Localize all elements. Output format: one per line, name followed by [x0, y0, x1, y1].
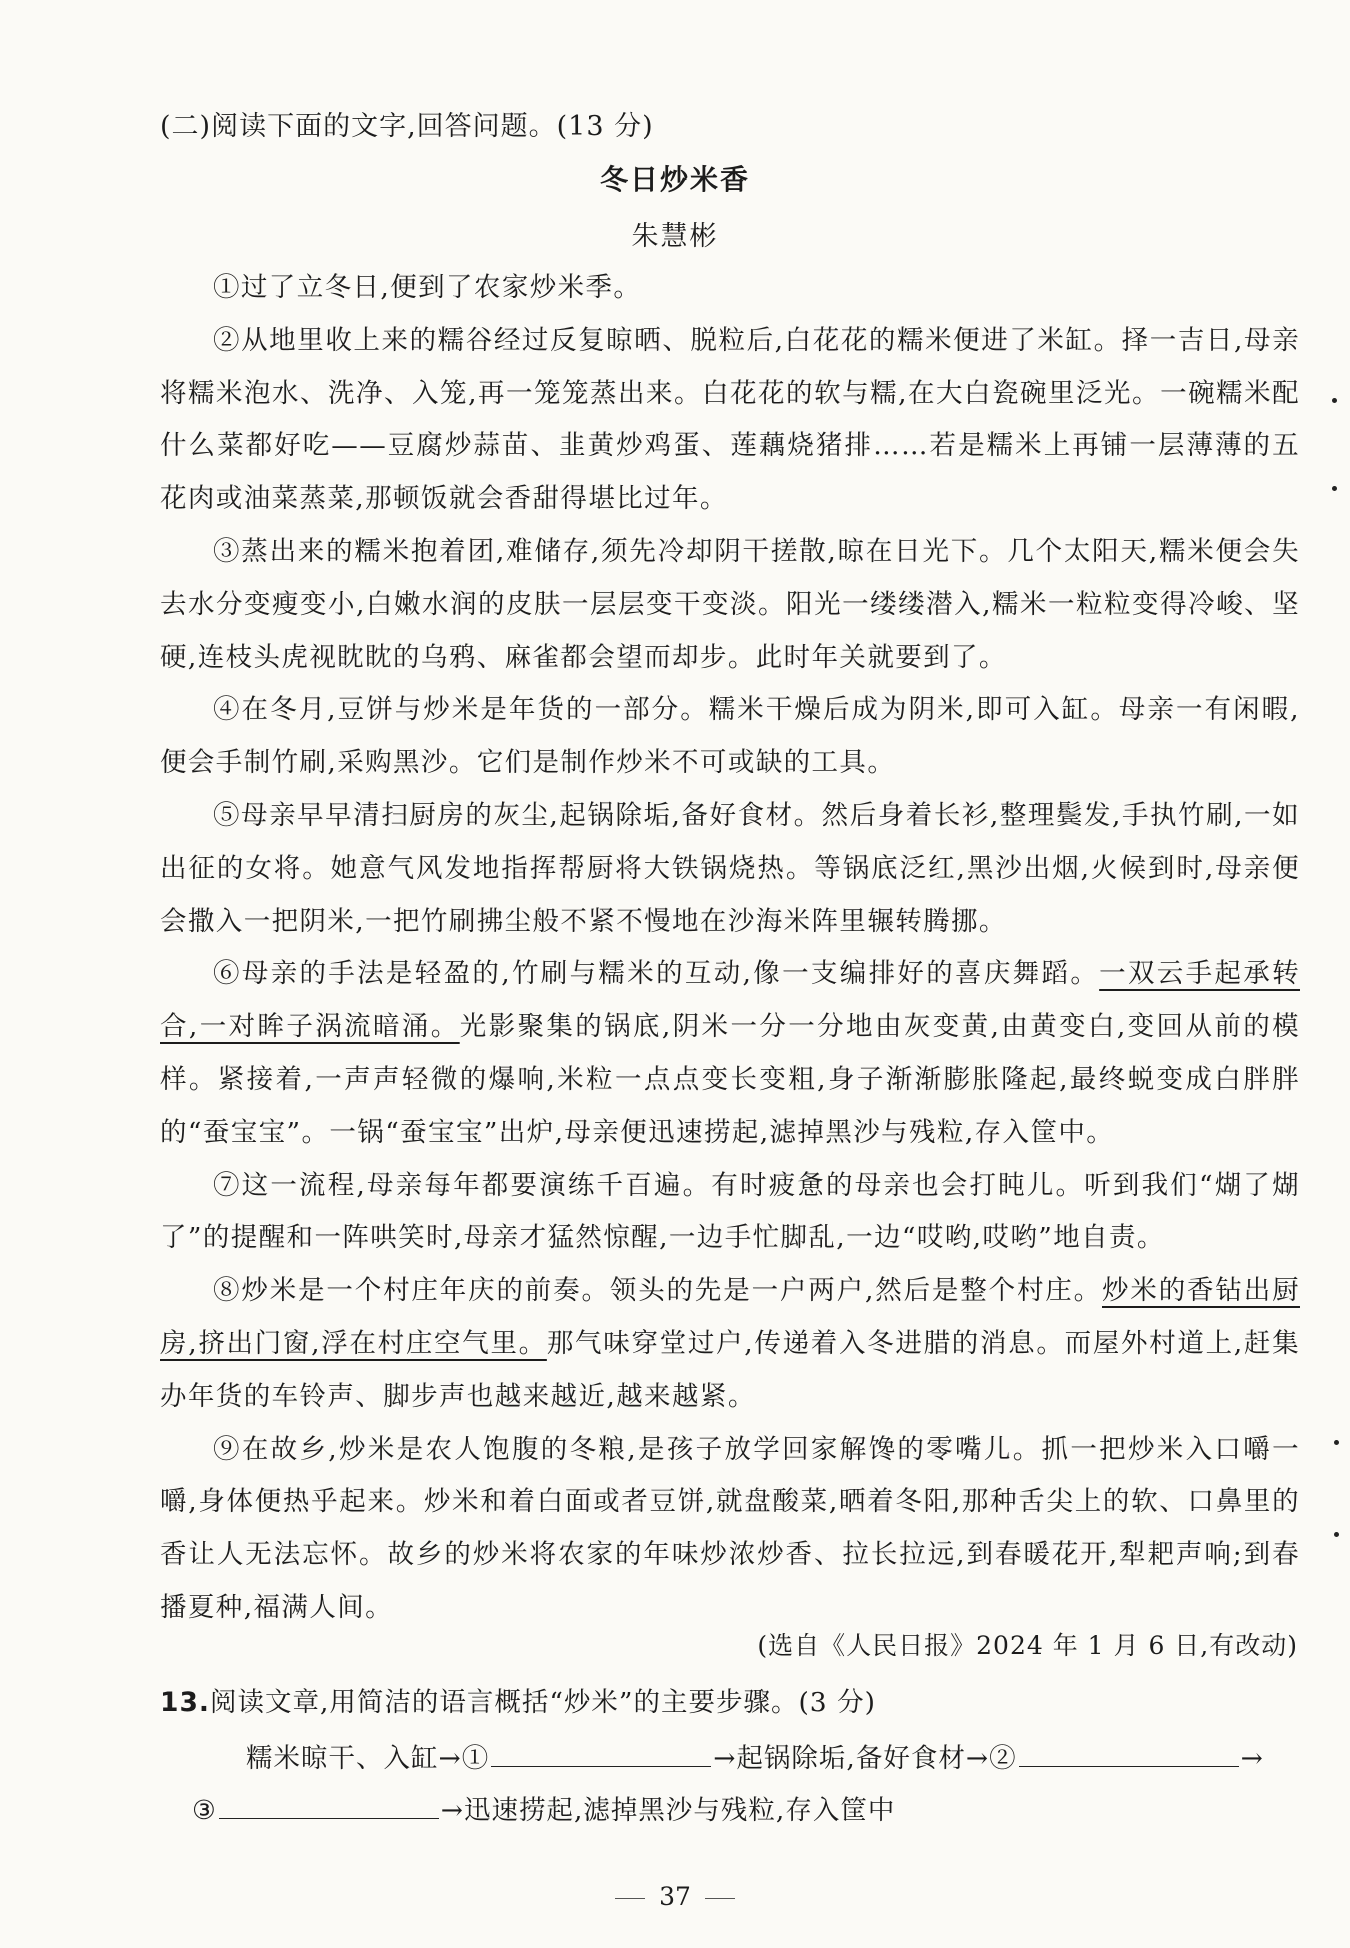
flow-step-2: 起锅除垢,备好食材 — [736, 1743, 966, 1774]
paragraph-8-post: 那气味穿堂过户,传递着入冬进腊的消息。而屋外村道上,赶集办年货的车铃声、脚步声也越来越近,越来越紧。 — [160, 1327, 1301, 1412]
paragraph-6 — [160, 948, 1300, 1159]
paragraph-8-pre: ⑧炒米是一个村庄年庆的前奏。领头的先是一户两户,然后是整个村庄。 — [213, 1275, 1102, 1307]
margin-dot — [1332, 398, 1337, 403]
question-prompt: 阅读文章,用简洁的语言概括“炒米”的主要步骤。(3 分) — [209, 1687, 876, 1718]
article-body — [160, 262, 1300, 1635]
blank-3-label: ③ — [192, 1795, 217, 1826]
margin-dot — [1332, 486, 1337, 491]
answer-blank-3[interactable] — [219, 1792, 439, 1819]
section-header: (二)阅读下面的文字,回答问题。(13 分) — [160, 111, 654, 142]
paragraph-8 — [160, 1265, 1300, 1423]
paragraph-1: ①过了立冬日,便到了农家炒米季。 — [213, 272, 642, 303]
arrow-icon: → — [713, 1743, 737, 1774]
arrow-icon: → — [1240, 1743, 1264, 1774]
answer-blank-1[interactable] — [491, 1740, 711, 1767]
paragraph-6-post: 光影聚集的锅底,阴米一分一分地由灰变黄,由黄变白,变回从前的模样。紧接着,一声声轻微的爆响,米粒一点点变长变粗,身子渐渐膨胀隆起,最终蜕变成白胖胖的“蚕宝宝”。一锅“蚕宝宝”出炉,母亲便迅速捞起,滤掉黑沙与残粒,存入筐中。 — [160, 1011, 1301, 1148]
flow-step-3: 迅速捞起,滤掉黑沙与残粒,存入筐中 — [463, 1795, 896, 1826]
article-title: 冬日炒米香 — [599, 163, 750, 196]
paragraph-4: ④在冬月,豆饼与炒米是年货的一部分。糯米干燥后成为阴米,即可入缸。母亲一有闲暇,便会手制竹刷,采购黑沙。它们是制作炒米不可或缺的工具。 — [160, 694, 1300, 779]
page-number — [0, 1882, 1350, 1911]
underlined-sentence-6: 一双云手起承转合,一对眸子涡流暗涌。 — [160, 958, 1300, 1043]
article-author: 朱慧彬 — [631, 221, 719, 252]
blank-1-label: ① — [461, 1743, 490, 1774]
dash-left — [615, 1898, 645, 1899]
answer-blank-2[interactable] — [1019, 1740, 1239, 1767]
arrow-icon: → — [440, 1795, 464, 1826]
paragraph-2: ②从地里收上来的糯谷经过反复晾晒、脱粒后,白花花的糯米便进了米缸。择一吉日,母亲将糯米泡水、洗净、入笼,再一笼笼蒸出来。白花花的软与糯,在大白瓷碗里泛光。一碗糯米配什么菜都好吃——豆腐炒蒜苗、韭黄炒鸡蛋、莲藕烧猪排……若是糯米上再铺一层薄薄的五花肉或油菜蒸菜,那顿饭就会香甜得堪比过年。 — [160, 324, 1300, 515]
flow-row-1 — [246, 1736, 1264, 1775]
flow-row-2 — [192, 1788, 895, 1827]
paragraph-5: ⑤母亲早早清扫厨房的灰尘,起锅除垢,备好食材。然后身着长衫,整理鬓发,手执竹刷,一如出征的女将。她意气风发地指挥帮厨将大铁锅烧热。等锅底泛红,黑沙出烟,火候到时,母亲便会撒入一把阴米,一把竹刷拂尘般不紧不慢地在沙海米阵里辗转腾挪。 — [160, 799, 1300, 937]
arrow-icon: → — [438, 1743, 462, 1774]
flow-step-1: 糯米晾干、入缸 — [246, 1743, 439, 1774]
paragraph-3: ③蒸出来的糯米抱着团,难储存,须先冷却阴干搓散,晾在日光下。几个太阳天,糯米便会失去水分变瘦变小,白嫩水润的皮肤一层层变干变淡。阳光一缕缕潜入,糯米一粒粒变得冷峻、坚硬,连枝头虎视眈眈的乌鸦、麻雀都会望而却步。此时年关就要到了。 — [160, 535, 1300, 673]
underlined-sentence-8: 炒米的香钻出厨房,挤出门窗,浮在村庄空气里。 — [160, 1275, 1300, 1359]
margin-dot — [1334, 1440, 1339, 1445]
page-number-text: 37 — [659, 1882, 691, 1911]
margin-dot — [1334, 1532, 1339, 1537]
paragraph-9: ⑨在故乡,炒米是农人饱腹的冬粮,是孩子放学回家解馋的零嘴儿。抓一把炒米入口嚼一嚼,身体便热乎起来。炒米和着白面或者豆饼,就盘酸菜,晒着冬阳,那种舌尖上的软、口鼻里的香让人无法忘怀。故乡的炒米将农家的年味炒浓炒香、拉长拉远,到春暖花开,犁耙声响;到春播夏种,福满人间。 — [160, 1433, 1300, 1623]
question-13 — [160, 1680, 876, 1719]
arrow-icon: → — [965, 1743, 990, 1774]
article-source: (选自《人民日报》2024 年 1 月 6 日,有改动) — [757, 1631, 1298, 1660]
paragraph-6-pre: ⑥母亲的手法是轻盈的,竹刷与糯米的互动,像一支编排好的喜庆舞蹈。 — [213, 958, 1100, 990]
blank-2-label: ② — [989, 1743, 1017, 1774]
question-number: 13. — [160, 1687, 210, 1718]
dash-right — [705, 1898, 735, 1899]
paragraph-7: ⑦这一流程,母亲每年都要演练千百遍。有时疲惫的母亲也会打盹儿。听到我们“煳了煳了”的提醒和一阵哄笑时,母亲才猛然惊醒,一边手忙脚乱,一边“哎哟,哎哟”地自责。 — [160, 1169, 1300, 1254]
